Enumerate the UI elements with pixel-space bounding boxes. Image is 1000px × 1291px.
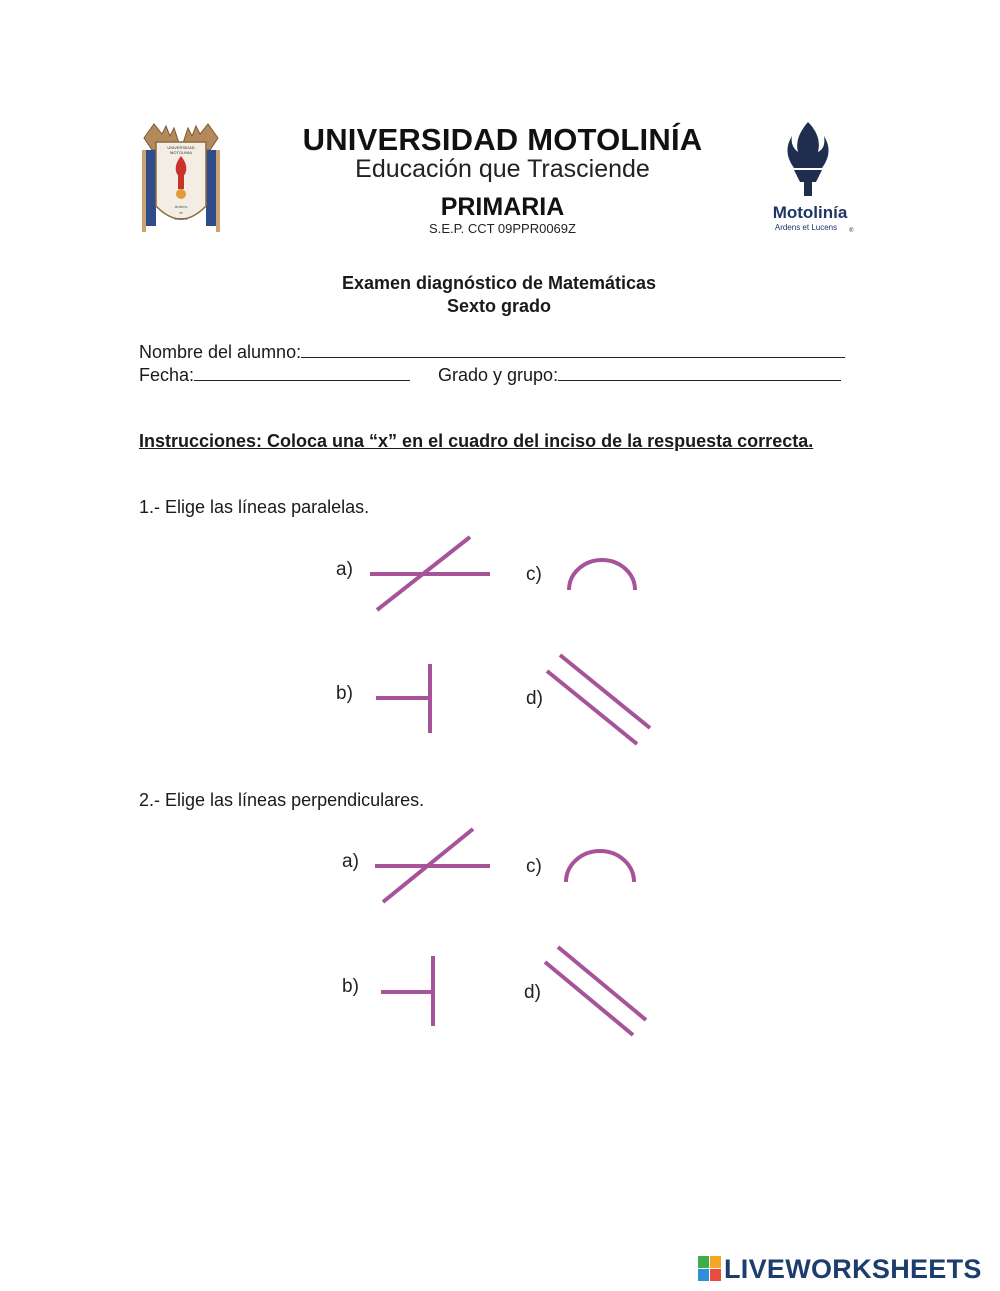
q1-option-d-figure <box>540 650 660 750</box>
date-label: Fecha: <box>139 365 195 385</box>
date-blank[interactable] <box>194 363 410 381</box>
group-blank[interactable] <box>558 363 841 381</box>
group-field <box>438 363 841 386</box>
student-name-label: Nombre del alumno: <box>139 342 302 362</box>
q2-option-c-figure <box>558 842 648 887</box>
q1-option-c-label: c) <box>526 564 542 585</box>
date-field <box>139 363 410 386</box>
q1-option-c-figure <box>560 550 650 595</box>
q2-option-b-label: b) <box>342 976 359 997</box>
group-label: Grado y grupo: <box>438 365 559 385</box>
crest-text-4: et <box>179 210 183 215</box>
q1-option-a-label: a) <box>336 559 353 580</box>
q1-option-b-label: b) <box>336 683 353 704</box>
crest-text-5: Lucens <box>174 216 188 221</box>
question-1-text: 1.- Elige las líneas paralelas. <box>139 497 370 517</box>
q2-option-b-figure <box>375 952 445 1032</box>
instructions: Instrucciones: Coloca una “x” en el cuadro del inciso de la respuesta correcta. <box>139 431 814 451</box>
question-2-text: 2.- Elige las líneas perpendiculares. <box>139 790 425 810</box>
q1-option-a-figure <box>360 530 500 620</box>
q2-option-c-label: c) <box>526 856 542 877</box>
liveworksheets-logo-icon <box>698 1256 722 1287</box>
liveworksheets-brand: LIVEWORKSHEETS <box>724 1254 982 1284</box>
sep-cct-code: S.E.P. CCT 09PPR0069Z <box>429 221 576 236</box>
q2-option-a-label: a) <box>342 851 359 872</box>
crest-text-1: UNIVERSIDAD <box>167 145 195 150</box>
q1-option-d-label: d) <box>526 688 543 709</box>
q2-option-d-label: d) <box>524 982 541 1003</box>
q2-option-a-figure <box>365 822 500 912</box>
university-tagline: Educación que Trasciende <box>355 155 650 183</box>
motolinia-torch-logo <box>764 118 856 238</box>
crest-text-2: MOTOLINIA <box>170 150 192 155</box>
registered-mark: ® <box>849 228 854 234</box>
student-name-blank[interactable] <box>301 340 845 358</box>
crest-text-3: Ardens <box>174 204 188 209</box>
student-name-field <box>139 340 845 363</box>
school-level: PRIMARIA <box>440 193 565 221</box>
q1-option-b-figure <box>370 660 440 740</box>
logo-name: Motolinía <box>772 203 848 222</box>
university-name: UNIVERSIDAD MOTOLINÍA <box>302 122 703 157</box>
q2-option-d-figure <box>538 942 658 1042</box>
logo-motto: Ardens et Lucens <box>774 223 838 232</box>
university-crest <box>140 120 222 238</box>
exam-grade: Sexto grado <box>446 296 552 316</box>
exam-title: Examen diagnóstico de Matemáticas <box>341 273 657 293</box>
